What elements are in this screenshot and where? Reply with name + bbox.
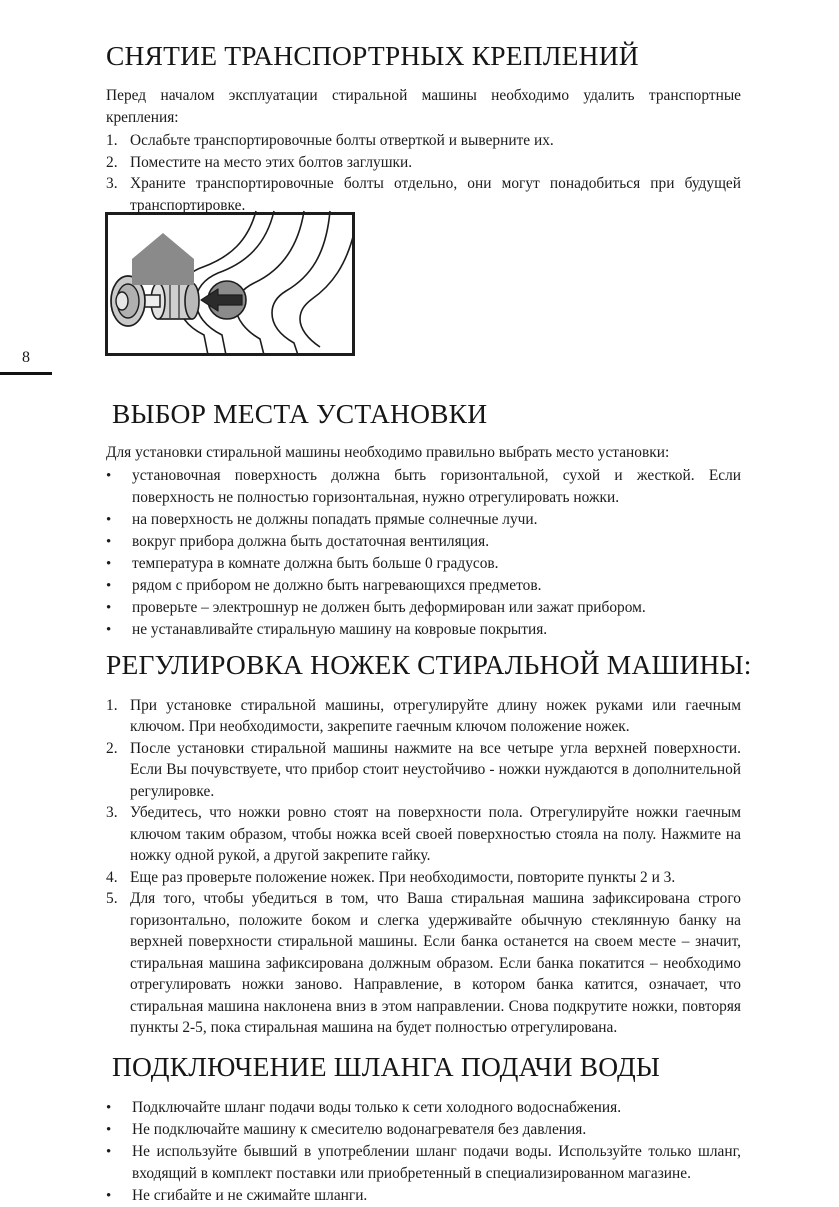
bullet-icon: • bbox=[106, 599, 112, 616]
list-item bbox=[106, 553, 741, 575]
list-item-text: на поверхность не должны попадать прямые солнечные лучи. bbox=[132, 510, 538, 528]
bullet-icon: • bbox=[106, 1099, 112, 1116]
heading-feet-adjustment: РЕГУЛИРОВКА НОЖЕК СТИРАЛЬНОЙ МАШИНЫ: bbox=[106, 648, 752, 680]
intro-transport-bolts: Перед началом эксплуатации стиральной машины необходимо удалить транспортные крепления: bbox=[106, 87, 741, 126]
list-item bbox=[106, 509, 741, 531]
list-item-number: 2. bbox=[106, 739, 118, 757]
list-item bbox=[106, 152, 741, 174]
list-item-number: 5. bbox=[106, 890, 118, 907]
list-item-text: Не подключайте машину к смесителю водонагревателя без давления. bbox=[132, 1120, 587, 1138]
list-item bbox=[106, 531, 741, 553]
list-item-number: 4. bbox=[106, 868, 118, 886]
list-item-text: Не сгибайте и не сжимайте шланги. bbox=[132, 1186, 368, 1204]
bullet-icon: • bbox=[106, 1187, 112, 1204]
bullet-icon: • bbox=[106, 1143, 112, 1160]
heading-water-hose: ПОДКЛЮЧЕНИЕ ШЛАНГА ПОДАЧИ ВОДЫ bbox=[112, 1050, 661, 1082]
list-item bbox=[106, 575, 741, 597]
list-item bbox=[106, 1119, 741, 1141]
list-item-text: Убедитесь, что ножки ровно стоят на поверхности пола. Отрегулируйте ножки гаечным ключом таким образом, чтобы ножка всей своей поверхностью стояла на полу. Нажмите на ножку одной рукой, а другой закрепите гайку. bbox=[130, 804, 741, 864]
bullet-list-water-hose bbox=[106, 1097, 741, 1207]
list-item bbox=[106, 867, 741, 889]
list-item-number: 1. bbox=[106, 696, 118, 714]
figure-spacer bbox=[106, 216, 741, 398]
page-number-rule bbox=[0, 372, 52, 375]
bullet-icon: • bbox=[106, 533, 112, 550]
list-item-text: не устанавливайте стиральную машину на ковровые покрытия. bbox=[132, 620, 548, 638]
heading-location-choice: ВЫБОР МЕСТА УСТАНОВКИ bbox=[112, 398, 488, 429]
list-item bbox=[106, 173, 741, 216]
intro-location-choice: Для установки стиральной машины необходимо правильно выбрать место установки: bbox=[106, 444, 670, 461]
list-item-text: Подключайте шланг подачи воды только к сети холодного водоснабжения. bbox=[132, 1098, 622, 1116]
list-item bbox=[106, 1097, 741, 1119]
bullet-icon: • bbox=[106, 621, 112, 638]
heading-transport-bolts: СНЯТИЕ ТРАНСПОРТРНЫХ КРЕПЛЕНИЙ bbox=[106, 40, 639, 71]
list-item-text: Поместите на место этих болтов заглушки. bbox=[130, 153, 413, 171]
list-item bbox=[106, 888, 741, 1039]
list-item bbox=[106, 1185, 741, 1207]
list-item bbox=[106, 619, 741, 641]
bullet-list-location-choice bbox=[106, 465, 741, 641]
list-item-number: 3. bbox=[106, 804, 118, 821]
list-item-text: вокруг прибора должна быть достаточная вентиляция. bbox=[132, 532, 490, 550]
list-item-text: рядом с прибором не должно быть нагревающихся предметов. bbox=[132, 576, 542, 594]
list-item-text: установочная поверхность должна быть горизонтальной, сухой и жесткой. Если поверхность не полностью горизонтальная, нужно отрегулировать ножки. bbox=[132, 466, 741, 506]
list-item-text: Еще раз проверьте положение ножек. При необходимости, повторите пункты 2 и 3. bbox=[130, 868, 676, 886]
bullet-icon: • bbox=[106, 1121, 112, 1138]
page-number-block bbox=[0, 348, 52, 375]
list-item-text: После установки стиральной машины нажмите на все четыре угла верхней поверхности. Если Вы почувствуете, что прибор стоит неустойчиво - ножки нуждаются в дополнительной регулировке. bbox=[130, 739, 741, 800]
list-item-text: Для того, чтобы убедиться в том, что Ваша стиральная машина зафиксирована строго горизонтально, положите боком и слегка удерживайте обычную стеклянную банку на верхней поверхности стиральной машины. Если банка останется на своем месте – значит, стиральная машина зафиксирована должным образом. Если банка покатится – необходимо отрегулировать ножки заново. Направление, в котором банка катится, означает, что стиральная машина наклонена вниз в этом направлении. Снова подкрутите ножки, повторяя пункты 2-5, пока стиральная машина на будет полностью отрегулирована. bbox=[130, 890, 741, 1036]
list-item-text: Храните транспортировочные болты отдельно, они могут понадобиться при будущей транспортировке. bbox=[130, 175, 741, 214]
list-item bbox=[106, 130, 741, 152]
list-item bbox=[106, 802, 741, 867]
list-item-text: Ослабьте транспортировочные болты отверткой и выверните их. bbox=[130, 132, 554, 149]
list-item-number: 2. bbox=[106, 153, 118, 171]
bullet-icon: • bbox=[106, 577, 112, 594]
list-item bbox=[106, 695, 741, 738]
content-column bbox=[106, 0, 752, 1207]
list-item bbox=[106, 738, 741, 803]
list-item bbox=[106, 597, 741, 619]
list-item-text: При установке стиральной машины, отрегулируйте длину ножек руками или гаечным ключом. При необходимости, закрепите гаечным ключом положение ножек. bbox=[130, 696, 741, 735]
bullet-icon: • bbox=[106, 555, 112, 572]
list-item-text: проверьте – электрошнур не должен быть деформирован или зажат прибором. bbox=[132, 598, 646, 616]
page-number: 8 bbox=[22, 349, 30, 366]
list-item-text: Не используйте бывший в употреблении шланг подачи воды. Используйте только шланг, входящий в комплект поставки или приобретенный в специализированном магазине. bbox=[132, 1142, 741, 1182]
list-item-text: температура в комнате должна быть больше 0 градусов. bbox=[132, 554, 499, 572]
bullet-icon: • bbox=[106, 467, 112, 484]
list-item bbox=[106, 465, 741, 509]
list-item-number: 3. bbox=[106, 175, 118, 192]
list-item-number: 1. bbox=[106, 132, 118, 149]
bullet-icon: • bbox=[106, 511, 112, 528]
list-item bbox=[106, 1141, 741, 1185]
